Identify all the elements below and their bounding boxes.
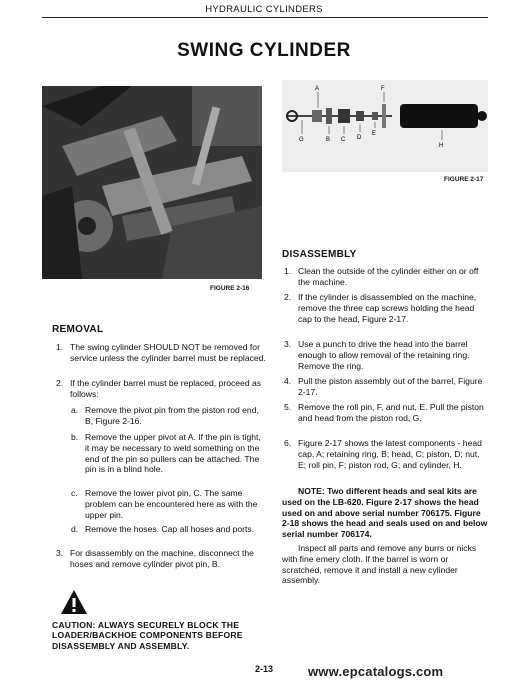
figure-2-16-label: FIGURE 2-16 (210, 285, 250, 292)
callout-h: H (439, 143, 444, 149)
watermark: www.epcatalogs.com (308, 664, 444, 679)
figure-2-16-photo (42, 86, 262, 279)
page-number: 2-13 (254, 664, 273, 674)
callout-e: E (372, 131, 377, 137)
inspect-paragraph: Inspect all parts and remove any burrs or nicks with fine emery cloth. If the barrel is worn or scratched, remove it and install a new cylinder assembly. (282, 543, 477, 586)
callout-g: G (299, 137, 304, 143)
disassembly-heading: DISASSEMBLY (282, 249, 357, 260)
section-header: HYDRAULIC CYLINDERS (205, 4, 323, 15)
warning-triangle-icon (60, 588, 88, 616)
callout-c: C (341, 137, 346, 143)
figure-2-17-label: FIGURE 2-17 (444, 176, 484, 183)
callout-d: D (357, 135, 362, 141)
note-paragraph: NOTE: Two different heads and seal kits are used on the LB-620. Figure 2-17 shows the head used on and above serial number 706175. Figure 2-18 shows the head and seals used on and below serial number 706174. (282, 486, 488, 540)
callout-f: F (381, 86, 385, 92)
page-title: SWING CYLINDER (177, 40, 351, 61)
backhoe-photo-illustration (42, 86, 262, 279)
callout-a: A (315, 86, 320, 92)
figure-2-17-diagram (282, 80, 488, 172)
header-rule (42, 17, 488, 18)
removal-heading: REMOVAL (52, 324, 104, 335)
callout-b: B (326, 137, 331, 143)
caution-warning: CAUTION: ALWAYS SECURELY BLOCK THE LOADER/BACKHOE COMPONENTS BEFORE DISASSEMBLY AND ASSEMBLY. (52, 620, 243, 651)
cylinder-exploded-view (282, 80, 488, 172)
